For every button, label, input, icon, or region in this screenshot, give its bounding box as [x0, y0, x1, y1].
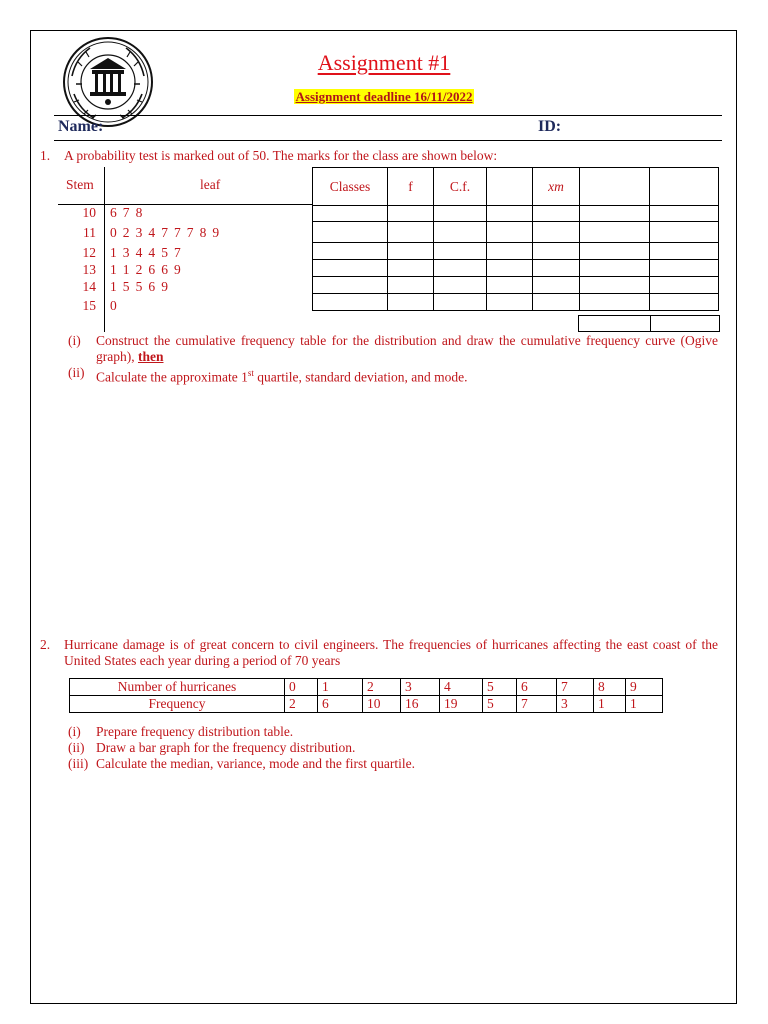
hurricane-count-cell: 3 [401, 679, 440, 696]
hurricane-count-cell: 4 [440, 679, 483, 696]
frequency-cell: 6 [318, 696, 363, 713]
hurricane-count-cell: 7 [557, 679, 594, 696]
header-xm: xm [533, 168, 580, 206]
leaf-values [110, 298, 123, 314]
leaf-values [110, 279, 174, 295]
hurricane-count-cell: 5 [483, 679, 517, 696]
frequency-cell: 7 [517, 696, 557, 713]
leaf-digit: 5 [122, 279, 130, 294]
header-f: f [388, 168, 434, 206]
header-blank-2 [580, 168, 650, 206]
leaf-digit: 7 [122, 205, 130, 220]
stem-value: 10 [82, 205, 96, 220]
hurricane-count-cell: 8 [594, 679, 626, 696]
question-1-number: 1. [40, 148, 51, 163]
leaf-digit: 2 [122, 225, 130, 240]
assignment-title: Assignment #1 [317, 50, 451, 75]
leaf-digit: 0 [110, 298, 117, 313]
leaf-digit: 4 [135, 245, 143, 260]
leaf-digit: 6 [110, 205, 117, 220]
question-1-text: A probability test is marked out of 50. The marks for the class are shown below: [64, 148, 498, 163]
leaf-digit: 5 [161, 245, 168, 260]
assignment-deadline: Assignment deadline 16/11/2022 [295, 89, 473, 104]
stem-value: 15 [82, 298, 96, 313]
leaf-digit: 3 [135, 225, 143, 240]
frequency-cell: 3 [557, 696, 594, 713]
hurricane-count-cell: 6 [517, 679, 557, 696]
leaf-values [110, 245, 187, 261]
leaf-digit: 1 [110, 262, 117, 277]
stem-value: 11 [83, 225, 96, 240]
hurricane-count-cell: 2 [363, 679, 401, 696]
question-2-part: (iii) Calculate the median, variance, mode and the first quartile. [68, 756, 415, 771]
leaf-digit: 2 [135, 262, 143, 277]
leaf-digit: 3 [122, 245, 130, 260]
question-2-number: 2. [40, 637, 51, 652]
frequency-cell: 2 [285, 696, 318, 713]
id-label: ID: [538, 118, 562, 135]
question-2-part: (i) Prepare frequency distribution table. [68, 724, 294, 739]
leaf-digit: 6 [148, 279, 156, 294]
leaf-digit: 8 [199, 225, 207, 240]
leaf-values [110, 262, 187, 278]
leaf-digit: 9 [161, 279, 168, 294]
leaf-digit: 6 [161, 262, 168, 277]
hurricane-frequency-table [69, 678, 663, 713]
leaf-digit: 1 [122, 262, 130, 277]
stem-value: 13 [82, 262, 96, 277]
name-label: Name: [58, 118, 104, 135]
leaf-digit: 9 [212, 225, 220, 240]
header-cf: C.f. [434, 168, 487, 206]
leaf-values [110, 225, 225, 241]
question-2-part: (ii) Draw a bar graph for the frequency distribution. [68, 740, 356, 755]
frequency-cell: 1 [626, 696, 663, 713]
hurricanes-row-label: Number of hurricanes [70, 679, 285, 696]
hurricane-count-cell: 1 [318, 679, 363, 696]
question-2-text: Hurricane damage is of great concern to civil engineers. The frequencies of hurricanes affecting the east coast of the United States each year during a period of 70 years [64, 637, 718, 668]
leaf-digit: 1 [110, 245, 117, 260]
leaf-digit: 5 [135, 279, 143, 294]
cumulative-frequency-table [312, 167, 719, 311]
frequency-cell: 16 [401, 696, 440, 713]
question-1-part-i: (i) Construct the cumulative frequency table for the distribution and draw the cumulative frequency curve (Ogive graph), then [68, 333, 718, 364]
leaf-digit: 9 [173, 262, 181, 277]
stem-value: 14 [82, 279, 96, 294]
question-1-parts [68, 333, 718, 386]
hurricane-count-cell: 0 [285, 679, 318, 696]
hurricane-count-cell: 9 [626, 679, 663, 696]
question-2-parts [68, 724, 718, 772]
leaf-digit: 4 [148, 225, 156, 240]
frequency-cell: 10 [363, 696, 401, 713]
question-1-part-ii: (ii) Calculate the approximate 1st quartile, standard deviation, and mode. [68, 365, 468, 385]
totals-table [578, 315, 720, 332]
leaf-digit: 7 [173, 245, 181, 260]
leaf-digit: 7 [186, 225, 194, 240]
frequency-cell: 1 [594, 696, 626, 713]
frequency-cell: 5 [483, 696, 517, 713]
stem-value: 12 [82, 245, 96, 260]
leaf-digit: 1 [110, 279, 117, 294]
leaf-digit: 6 [148, 262, 156, 277]
name-id-row [54, 115, 722, 141]
header-blank-1 [487, 168, 533, 206]
leaf-digit: 0 [110, 225, 117, 240]
leaf-digit: 7 [173, 225, 181, 240]
leaf-digit: 8 [135, 205, 143, 220]
header-blank-3 [650, 168, 719, 206]
frequency-row-label: Frequency [70, 696, 285, 713]
header-classes: Classes [313, 168, 388, 206]
stem-leaf-plot [58, 167, 312, 332]
leaf-digit: 7 [161, 225, 168, 240]
frequency-cell: 19 [440, 696, 483, 713]
leaf-values [110, 205, 148, 221]
leaf-header: leaf [200, 177, 221, 192]
stem-header: Stem [66, 177, 94, 192]
leaf-digit: 4 [148, 245, 156, 260]
